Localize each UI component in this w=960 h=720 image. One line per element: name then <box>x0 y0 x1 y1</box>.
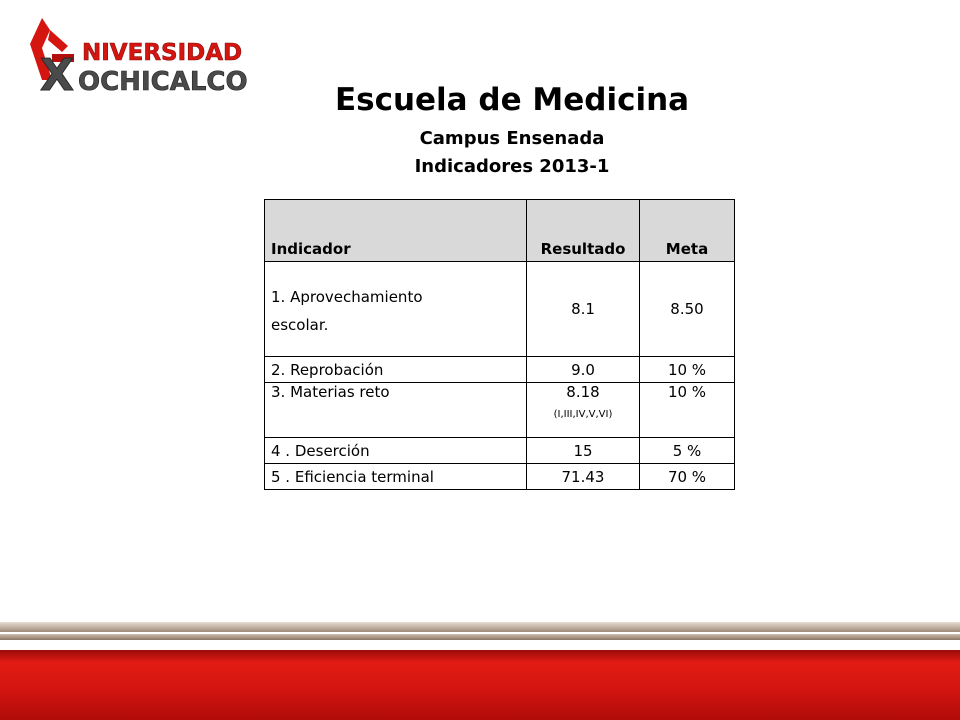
table-row <box>265 357 735 383</box>
cell-resultado: 15 <box>527 438 640 464</box>
footer-stripe <box>0 634 960 640</box>
table-header-row <box>265 200 735 262</box>
table-row <box>265 438 735 464</box>
header-meta: Meta <box>640 200 735 262</box>
header-block <box>0 80 960 180</box>
indicators-table <box>264 199 735 490</box>
cell-meta: 10 % <box>640 357 735 383</box>
cell-indicador: 4 . Deserción <box>265 438 527 464</box>
cell-meta: 5 % <box>640 438 735 464</box>
page-title: Escuela de Medicina <box>334 82 690 118</box>
period-subtitle: Indicadores 2013-1 <box>414 156 610 177</box>
cell-resultado: 71.43 <box>527 464 640 490</box>
table-row <box>265 383 735 438</box>
logo-line1: NIVERSIDAD <box>82 40 243 66</box>
header-indicador: Indicador <box>265 200 527 262</box>
resultado-note: (I,III,IV,V,VI) <box>553 409 613 420</box>
table-row <box>265 464 735 490</box>
footer-red-bar <box>0 650 960 720</box>
footer-stripe <box>0 622 960 632</box>
cell-indicador: 2. Reprobación <box>265 357 527 383</box>
indicador-line1: 1. Aprovechamiento <box>271 288 423 306</box>
cell-resultado <box>527 383 640 438</box>
campus-subtitle: Campus Ensenada <box>419 128 605 149</box>
cell-resultado: 8.1 <box>527 262 640 357</box>
cell-meta: 70 % <box>640 464 735 490</box>
footer-band <box>0 622 960 720</box>
resultado-value: 8.18 <box>566 383 600 401</box>
cell-indicador <box>265 262 527 357</box>
logo-line2: OCHICALCO <box>78 67 248 96</box>
cell-indicador: 5 . Eficiencia terminal <box>265 464 527 490</box>
indicador-line2: escolar. <box>271 316 329 334</box>
cell-indicador: 3. Materias reto <box>265 383 527 438</box>
cell-meta: 8.50 <box>640 262 735 357</box>
logo-initial: X <box>40 50 74 96</box>
header-resultado: Resultado <box>527 200 640 262</box>
cell-resultado: 9.0 <box>527 357 640 383</box>
cell-meta: 10 % <box>640 383 735 438</box>
table-row <box>265 262 735 357</box>
